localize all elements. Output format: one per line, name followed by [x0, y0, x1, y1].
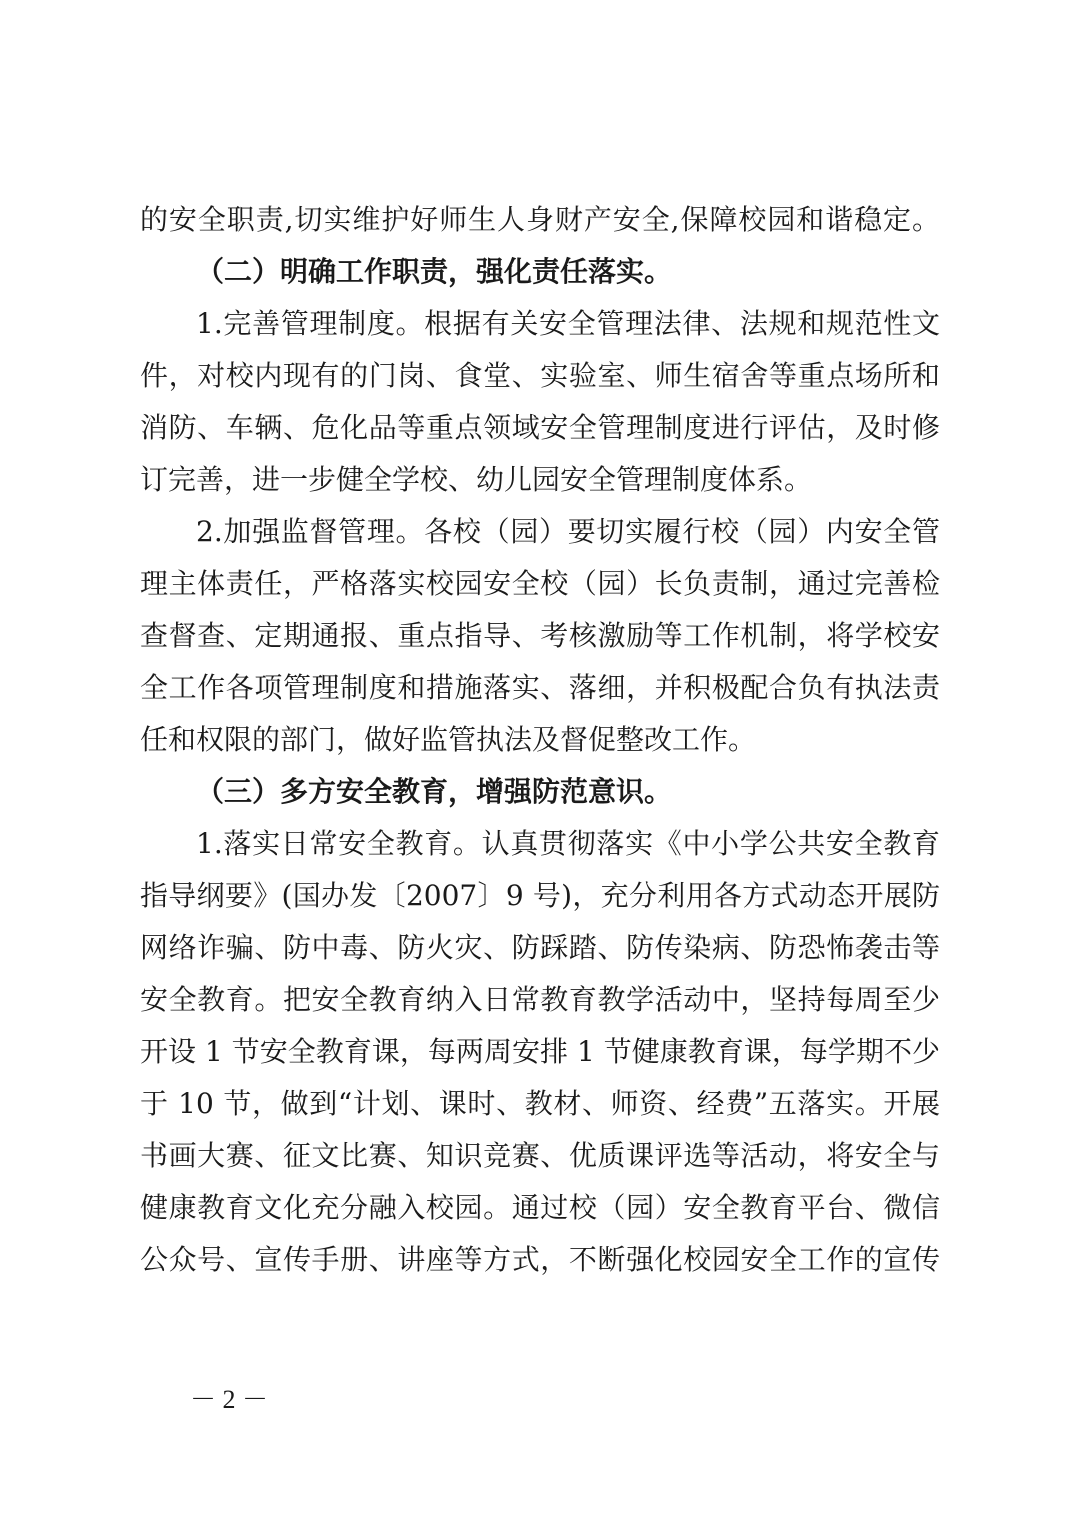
- text-line: 于 10 节，做到“计划、课时、教材、师资、经费”五落实。开展: [140, 1087, 940, 1120]
- text-line: 消防、车辆、危化品等重点领域安全管理制度进行评估，及时修: [140, 411, 940, 444]
- text-line: 任和权限的部门，做好监管执法及督促整改工作。: [140, 723, 757, 756]
- text-line: 公众号、宣传手册、讲座等方式，不断强化校园安全工作的宣传: [140, 1243, 940, 1276]
- text-line: 查督查、定期通报、重点指导、考核激励等工作机制，将学校安: [140, 619, 940, 652]
- text-line: 2.加强监督管理。各校（园）要切实履行校（园）内安全管: [196, 515, 940, 548]
- text-line: 1.完善管理制度。根据有关安全管理法律、法规和规范性文: [196, 307, 940, 340]
- text-line: 的安全职责,切实维护好师生人身财产安全,保障校园和谐稳定。: [140, 203, 940, 236]
- text-line: 书画大赛、征文比赛、知识竞赛、优质课评选等活动，将安全与: [140, 1139, 940, 1172]
- text-line: 指导纲要》(国办发〔2007〕9 号)，充分利用各方式动态开展防: [140, 879, 940, 912]
- text-line: 全工作各项管理制度和措施落实、落细，并积极配合负有执法责: [140, 671, 940, 704]
- text-line: 件，对校内现有的门岗、食堂、实验室、师生宿舍等重点场所和: [140, 359, 940, 392]
- section-heading: （二）明确工作职责，强化责任落实。: [196, 255, 673, 288]
- section-heading: （三）多方安全教育，增强防范意识。: [196, 775, 673, 808]
- page-number: － 2 －: [190, 1385, 269, 1414]
- text-line: 1.落实日常安全教育。认真贯彻落实《中小学公共安全教育: [196, 827, 940, 860]
- text-line: 开设 1 节安全教育课，每两周安排 1 节健康教育课，每学期不少: [140, 1035, 940, 1068]
- text-line: 健康教育文化充分融入校园。通过校（园）安全教育平台、微信: [140, 1191, 940, 1224]
- text-line: 订完善，进一步健全学校、幼儿园安全管理制度体系。: [140, 463, 813, 496]
- text-line: 安全教育。把安全教育纳入日常教育教学活动中，坚持每周至少: [140, 983, 940, 1016]
- text-line: 理主体责任，严格落实校园安全校（园）长负责制，通过完善检: [140, 567, 940, 600]
- text-line: 网络诈骗、防中毒、防火灾、防踩踏、防传染病、防恐怖袭击等: [140, 931, 940, 964]
